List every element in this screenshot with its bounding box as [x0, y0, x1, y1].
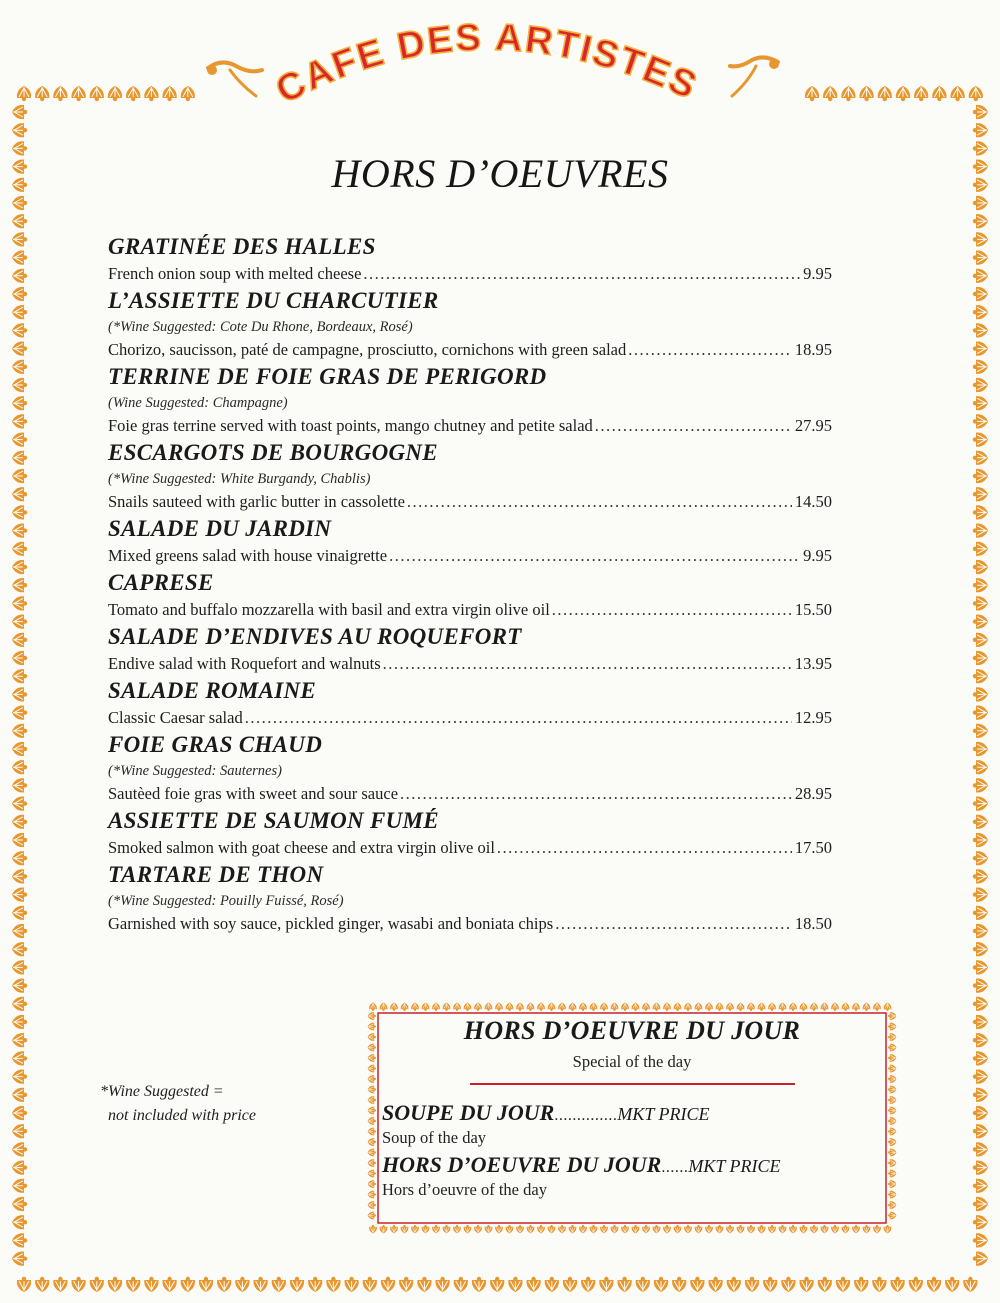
- dot-leader: [389, 544, 800, 568]
- menu-list: [108, 232, 832, 936]
- menu-item-name: FOIE GRAS CHAUD: [108, 732, 323, 757]
- menu-item-price: 9.95: [803, 546, 832, 565]
- special-item-price: MKT PRICE: [688, 1156, 781, 1176]
- menu-item-price: 17.50: [794, 838, 832, 857]
- menu-item: [108, 438, 832, 514]
- dot-leader: [245, 706, 792, 730]
- wine-note-line-2: not included with price: [108, 1107, 256, 1124]
- menu-item: [108, 514, 832, 568]
- menu-item-name: CAPRESE: [108, 570, 214, 595]
- menu-item-price: 14.50: [794, 492, 832, 511]
- special-item-desc: Soup of the day: [382, 1128, 487, 1147]
- special-item: [382, 1152, 887, 1204]
- menu-item: [108, 622, 832, 676]
- dot-leader: [552, 598, 792, 622]
- menu-item-name: SALADE D’ENDIVES AU ROQUEFORT: [108, 624, 522, 649]
- wine-note-line-1: *Wine Suggested =: [100, 1083, 224, 1100]
- menu-item-name: SALADE ROMAINE: [108, 678, 317, 703]
- svg-text:CAFE DES ARTISTES: [269, 17, 704, 112]
- menu-item-description: Smoked salmon with goat cheese and extra virgin olive oil: [108, 838, 495, 857]
- menu-item-name: TERRINE DE FOIE GRAS DE PERIGORD: [108, 364, 547, 389]
- menu-item-wine-suggestion: (Wine Suggested: Champagne): [108, 395, 288, 411]
- menu-item-price: 15.50: [794, 600, 832, 619]
- dot-leader: [595, 414, 792, 438]
- menu-item-price: 9.95: [803, 264, 832, 283]
- menu-item-wine-suggestion: (*Wine Suggested: White Burgandy, Chablis): [108, 471, 371, 487]
- special-item-name: SOUPE DU JOUR: [382, 1100, 555, 1125]
- menu-item-description: French onion soup with melted cheese: [108, 264, 362, 283]
- special-subtitle: Special of the day: [572, 1052, 692, 1071]
- menu-item-name: SALADE DU JARDIN: [108, 516, 332, 541]
- menu-item-price: 28.95: [794, 784, 832, 803]
- menu-item-name: ASSIETTE DE SAUMON FUMÉ: [108, 808, 439, 833]
- menu-item-description: Foie gras terrine served with toast points, mango chutney and petite salad: [108, 416, 593, 435]
- restaurant-name: CAFE DES ARTISTES: [269, 16, 705, 113]
- menu-item-name: GRATINÉE DES HALLES: [108, 234, 376, 259]
- special-item-leader: ......: [661, 1159, 689, 1176]
- menu-item: [108, 362, 832, 438]
- menu-item-description: Classic Caesar salad: [108, 708, 243, 727]
- menu-item: [108, 806, 832, 860]
- menu-item: [108, 232, 832, 286]
- special-item-name: HORS D’OEUVRE DU JOUR: [382, 1152, 662, 1177]
- special-item-leader: ..............: [554, 1107, 618, 1124]
- menu-item-price: 12.95: [794, 708, 832, 727]
- menu-item: [108, 730, 832, 806]
- dot-leader: [555, 912, 792, 936]
- menu-item-wine-suggestion: (*Wine Suggested: Pouilly Fuissé, Rosé): [108, 893, 344, 909]
- special-divider: [470, 1083, 795, 1085]
- menu-item-price: 13.95: [794, 654, 832, 673]
- menu-item: [108, 568, 832, 622]
- dot-leader: [407, 490, 792, 514]
- restaurant-logo: [0, 0, 1000, 130]
- special-item-price: MKT PRICE: [617, 1104, 710, 1124]
- dot-leader: [363, 262, 800, 286]
- menu-item-name: L’ASSIETTE DU CHARCUTIER: [108, 288, 439, 313]
- menu-item-wine-suggestion: (*Wine Suggested: Cote Du Rhone, Bordeaux, Rosé): [108, 319, 413, 335]
- dot-leader: [400, 782, 792, 806]
- special-title: HORS D’OEUVRE DU JOUR: [463, 1016, 801, 1045]
- menu-item-description: Snails sauteed with garlic butter in cassolette: [108, 492, 405, 511]
- menu-item-description: Endive salad with Roquefort and walnuts: [108, 654, 381, 673]
- menu-item-name: ESCARGOTS DE BOURGOGNE: [108, 440, 438, 465]
- wine-note: [100, 1080, 256, 1128]
- dot-leader: [497, 836, 792, 860]
- dot-leader: [383, 652, 792, 676]
- special-item-desc: Hors d’oeuvre of the day: [382, 1180, 547, 1199]
- menu-item: [108, 286, 832, 362]
- special-of-the-day-box: [367, 1002, 897, 1234]
- menu-item-description: Chorizo, saucisson, paté de campagne, prosciutto, cornichons with green salad: [108, 340, 627, 359]
- page-title: HORS D’OEUVRES: [331, 151, 669, 196]
- menu-item: [108, 676, 832, 730]
- menu-item-description: Mixed greens salad with house vinaigrette: [108, 546, 388, 565]
- menu-item-description: Tomato and buffalo mozzarella with basil and extra virgin olive oil: [108, 600, 550, 619]
- menu-item-price: 18.50: [794, 914, 832, 933]
- special-items: [382, 1100, 887, 1204]
- menu-item-price: 18.95: [794, 340, 832, 359]
- menu-item-description: Sautèed foie gras with sweet and sour sauce: [108, 784, 399, 803]
- menu-item-description: Garnished with soy sauce, pickled ginger, wasabi and boniata chips: [108, 914, 554, 933]
- menu-item-wine-suggestion: (*Wine Suggested: Sauternes): [108, 763, 282, 779]
- special-item: [382, 1100, 887, 1152]
- menu-item-price: 27.95: [794, 416, 832, 435]
- menu-item-name: TARTARE DE THON: [108, 862, 324, 887]
- dot-leader: [628, 338, 792, 362]
- menu-item: [108, 860, 832, 936]
